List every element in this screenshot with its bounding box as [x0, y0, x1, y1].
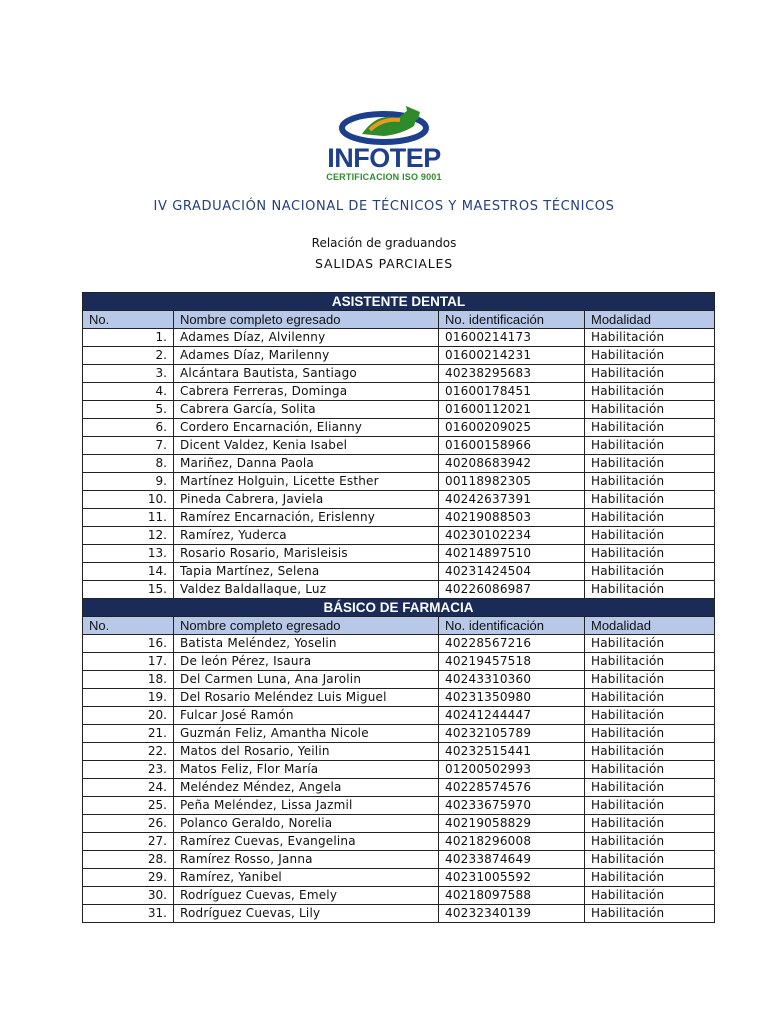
- id-number: 01600214173: [439, 329, 585, 347]
- id-number: 01600112021: [439, 401, 585, 419]
- modality: Habilitación: [585, 653, 715, 671]
- modality: Habilitación: [585, 365, 715, 383]
- table-row: [83, 707, 715, 725]
- event-title: IV GRADUACIÓN NACIONAL DE TÉCNICOS Y MAESTROS TÉCNICOS: [153, 199, 615, 214]
- table-row: [83, 635, 715, 653]
- row-number: 31.: [83, 905, 174, 923]
- graduate-name: Matos del Rosario, Yeilin: [174, 743, 439, 761]
- graduate-name: Ramírez, Yuderca: [174, 527, 439, 545]
- graduate-name: Dicent Valdez, Kenia Isabel: [174, 437, 439, 455]
- id-number: 40226086987: [439, 581, 585, 599]
- graduate-name: Rosario Rosario, Marisleisis: [174, 545, 439, 563]
- graduates-table-body: [83, 293, 715, 923]
- graduate-name: Rodríguez Cuevas, Emely: [174, 887, 439, 905]
- id-number: 40219058829: [439, 815, 585, 833]
- id-number: 40228567216: [439, 635, 585, 653]
- modality: Habilitación: [585, 473, 715, 491]
- section-title: ASISTENTE DENTAL: [83, 293, 715, 311]
- graduate-name: De león Pérez, Isaura: [174, 653, 439, 671]
- graduate-name: Cabrera García, Solita: [174, 401, 439, 419]
- row-number: 15.: [83, 581, 174, 599]
- row-number: 2.: [83, 347, 174, 365]
- id-number: 01600209025: [439, 419, 585, 437]
- id-number: 40231350980: [439, 689, 585, 707]
- column-header: No. identificación: [439, 311, 585, 329]
- id-number: 40230102234: [439, 527, 585, 545]
- table-row: [83, 653, 715, 671]
- graduate-name: Ramírez, Yanibel: [174, 869, 439, 887]
- modality: Habilitación: [585, 383, 715, 401]
- graduate-name: Tapia Martínez, Selena: [174, 563, 439, 581]
- modality: Habilitación: [585, 851, 715, 869]
- modality: Habilitación: [585, 689, 715, 707]
- graduate-name: Ramírez Rosso, Janna: [174, 851, 439, 869]
- id-number: 40214897510: [439, 545, 585, 563]
- column-header: No.: [83, 311, 174, 329]
- row-number: 19.: [83, 689, 174, 707]
- row-number: 11.: [83, 509, 174, 527]
- modality: Habilitación: [585, 905, 715, 923]
- row-number: 28.: [83, 851, 174, 869]
- table-row: [83, 905, 715, 923]
- modality: Habilitación: [585, 671, 715, 689]
- id-number: 40219088503: [439, 509, 585, 527]
- table-row: [83, 473, 715, 491]
- row-number: 29.: [83, 869, 174, 887]
- row-number: 16.: [83, 635, 174, 653]
- modality: Habilitación: [585, 329, 715, 347]
- row-number: 20.: [83, 707, 174, 725]
- table-row: [83, 761, 715, 779]
- modality: Habilitación: [585, 815, 715, 833]
- row-number: 4.: [83, 383, 174, 401]
- graduate-name: Adames Díaz, Marilenny: [174, 347, 439, 365]
- table-row: [83, 401, 715, 419]
- modality: Habilitación: [585, 635, 715, 653]
- table-row: [83, 491, 715, 509]
- modality: Habilitación: [585, 887, 715, 905]
- id-number: 40218097588: [439, 887, 585, 905]
- column-header: No. identificación: [439, 617, 585, 635]
- graduate-name: Fulcar José Ramón: [174, 707, 439, 725]
- row-number: 24.: [83, 779, 174, 797]
- row-number: 5.: [83, 401, 174, 419]
- modality: Habilitación: [585, 527, 715, 545]
- graduate-name: Ramírez Cuevas, Evangelina: [174, 833, 439, 851]
- graduate-name: Martínez Holguin, Licette Esther: [174, 473, 439, 491]
- row-number: 7.: [83, 437, 174, 455]
- column-header: Nombre completo egresado: [174, 617, 439, 635]
- table-row: [83, 833, 715, 851]
- id-number: 40208683942: [439, 455, 585, 473]
- table-row: [83, 887, 715, 905]
- graduate-name: Pineda Cabrera, Javiela: [174, 491, 439, 509]
- id-number: 01600178451: [439, 383, 585, 401]
- row-number: 12.: [83, 527, 174, 545]
- section-header-row: [83, 599, 715, 617]
- column-header-row: [83, 311, 715, 329]
- table-row: [83, 437, 715, 455]
- logo-tagline: CERTIFICACION ISO 9001: [326, 172, 442, 182]
- row-number: 8.: [83, 455, 174, 473]
- modality: Habilitación: [585, 761, 715, 779]
- row-number: 6.: [83, 419, 174, 437]
- list-subtitle: Relación de graduandos: [311, 236, 457, 250]
- graduate-name: Valdez Baldallaque, Luz: [174, 581, 439, 599]
- table-row: [83, 581, 715, 599]
- row-number: 18.: [83, 671, 174, 689]
- row-number: 23.: [83, 761, 174, 779]
- id-number: 40238295683: [439, 365, 585, 383]
- row-number: 22.: [83, 743, 174, 761]
- id-number: 40241244447: [439, 707, 585, 725]
- modality: Habilitación: [585, 545, 715, 563]
- logo-emblem-icon: [322, 104, 446, 146]
- modality: Habilitación: [585, 707, 715, 725]
- row-number: 9.: [83, 473, 174, 491]
- graduate-name: Ramírez Encarnación, Erislenny: [174, 509, 439, 527]
- row-number: 27.: [83, 833, 174, 851]
- table-row: [83, 545, 715, 563]
- id-number: 40228574576: [439, 779, 585, 797]
- list-category: SALIDAS PARCIALES: [315, 256, 453, 271]
- table-row: [83, 797, 715, 815]
- row-number: 21.: [83, 725, 174, 743]
- table-row: [83, 527, 715, 545]
- modality: Habilitación: [585, 797, 715, 815]
- table-row: [83, 419, 715, 437]
- table-row: [83, 347, 715, 365]
- table-row: [83, 509, 715, 527]
- id-number: 01600158966: [439, 437, 585, 455]
- table-row: [83, 725, 715, 743]
- graduate-name: Batista Meléndez, Yoselin: [174, 635, 439, 653]
- column-header-row: [83, 617, 715, 635]
- row-number: 25.: [83, 797, 174, 815]
- graduate-name: Rodríguez Cuevas, Lily: [174, 905, 439, 923]
- modality: Habilitación: [585, 581, 715, 599]
- table-row: [83, 815, 715, 833]
- id-number: 40232340139: [439, 905, 585, 923]
- id-number: 00118982305: [439, 473, 585, 491]
- modality: Habilitación: [585, 347, 715, 365]
- graduate-name: Mariñez, Danna Paola: [174, 455, 439, 473]
- table-row: [83, 779, 715, 797]
- id-number: 40243310360: [439, 671, 585, 689]
- id-number: 40233675970: [439, 797, 585, 815]
- table-row: [83, 689, 715, 707]
- graduate-name: Polanco Geraldo, Norelia: [174, 815, 439, 833]
- modality: Habilitación: [585, 563, 715, 581]
- id-number: 40231005592: [439, 869, 585, 887]
- section-header-row: [83, 293, 715, 311]
- graduate-name: Del Carmen Luna, Ana Jarolin: [174, 671, 439, 689]
- modality: Habilitación: [585, 401, 715, 419]
- graduates-table: [82, 292, 715, 923]
- row-number: 3.: [83, 365, 174, 383]
- graduate-name: Alcántara Bautista, Santiago: [174, 365, 439, 383]
- table-row: [83, 365, 715, 383]
- column-header: Nombre completo egresado: [174, 311, 439, 329]
- graduate-name: Del Rosario Meléndez Luis Miguel: [174, 689, 439, 707]
- modality: Habilitación: [585, 779, 715, 797]
- modality: Habilitación: [585, 743, 715, 761]
- logo-wordmark: INFOTEP: [327, 143, 441, 173]
- modality: Habilitación: [585, 869, 715, 887]
- id-number: 40231424504: [439, 563, 585, 581]
- id-number: 01200502993: [439, 761, 585, 779]
- column-header: No.: [83, 617, 174, 635]
- graduate-name: Cabrera Ferreras, Dominga: [174, 383, 439, 401]
- infotep-logo: [322, 104, 446, 184]
- section-title: BÁSICO DE FARMACIA: [83, 599, 715, 617]
- row-number: 14.: [83, 563, 174, 581]
- column-header: Modalidad: [585, 617, 715, 635]
- row-number: 30.: [83, 887, 174, 905]
- graduate-name: Meléndez Méndez, Angela: [174, 779, 439, 797]
- id-number: 01600214231: [439, 347, 585, 365]
- row-number: 17.: [83, 653, 174, 671]
- column-header: Modalidad: [585, 311, 715, 329]
- id-number: 40232515441: [439, 743, 585, 761]
- id-number: 40232105789: [439, 725, 585, 743]
- modality: Habilitación: [585, 491, 715, 509]
- table-row: [83, 743, 715, 761]
- modality: Habilitación: [585, 455, 715, 473]
- id-number: 40233874649: [439, 851, 585, 869]
- graduate-name: Guzmán Feliz, Amantha Nicole: [174, 725, 439, 743]
- id-number: 40219457518: [439, 653, 585, 671]
- id-number: 40242637391: [439, 491, 585, 509]
- table-row: [83, 383, 715, 401]
- modality: Habilitación: [585, 833, 715, 851]
- table-row: [83, 329, 715, 347]
- graduate-name: Adames Díaz, Alvilenny: [174, 329, 439, 347]
- modality: Habilitación: [585, 437, 715, 455]
- table-row: [83, 671, 715, 689]
- row-number: 1.: [83, 329, 174, 347]
- modality: Habilitación: [585, 419, 715, 437]
- row-number: 13.: [83, 545, 174, 563]
- table-row: [83, 851, 715, 869]
- modality: Habilitación: [585, 725, 715, 743]
- table-row: [83, 455, 715, 473]
- graduate-name: Matos Feliz, Flor María: [174, 761, 439, 779]
- table-row: [83, 563, 715, 581]
- graduate-name: Cordero Encarnación, Elianny: [174, 419, 439, 437]
- id-number: 40218296008: [439, 833, 585, 851]
- row-number: 26.: [83, 815, 174, 833]
- row-number: 10.: [83, 491, 174, 509]
- table-row: [83, 869, 715, 887]
- graduate-name: Peña Meléndez, Lissa Jazmil: [174, 797, 439, 815]
- modality: Habilitación: [585, 509, 715, 527]
